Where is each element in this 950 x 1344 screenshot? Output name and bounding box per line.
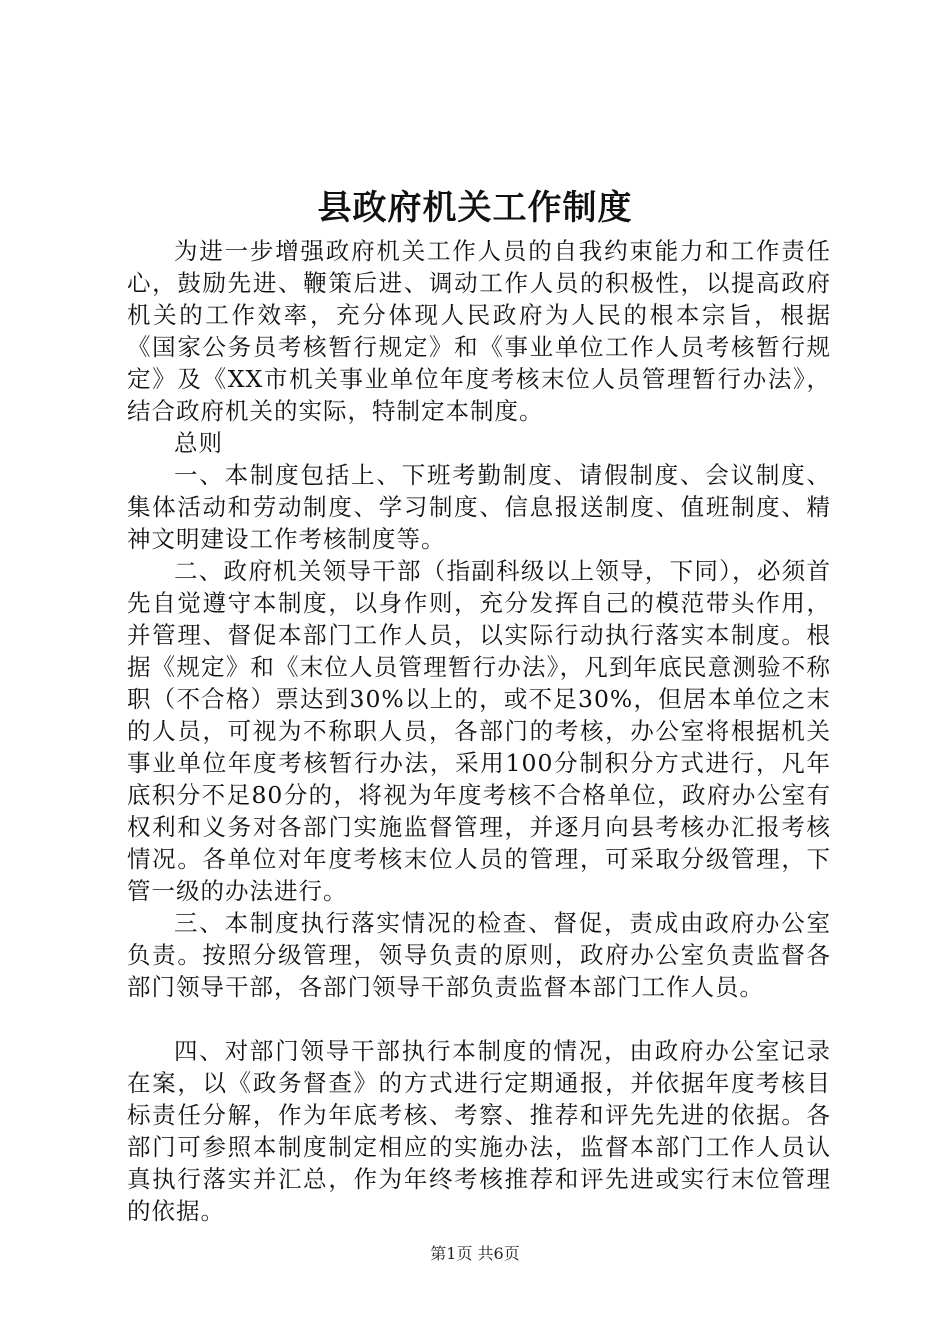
article-2-paragraph: 二、政府机关领导干部（指副科级以上领导，下同），必须首先自觉遵守本制度，以身作则，充分发挥自己的模范带头作用，并管理、督促本部门工作人员，以实际行动执行落实本制度。根据《规定》和《末位人员管理暂行办法》，凡到年底民意测验不称职（不合格）票达到30%以上的，或不足30%，但居本单位之末的人员，可视为不称职人员，各部门的考核，办公室将根据机关事业单位年度考核暂行办法，采用100分制积分方式进行，凡年底积分不足80分的，将视为年度考核不合格单位，政府办公室有权利和义务对各部门实施监督管理，并逐月向县考核办汇报考核情况。各单位对年度考核末位人员的管理，可采取分级管理，下管一级的办法进行。 — [127, 557, 831, 905]
intro-paragraph: 为进一步增强政府机关工作人员的自我约束能力和工作责任心，鼓励先进、鞭策后进、调动工作人员的积极性，以提高政府机关的工作效率，充分体现人民政府为人民的根本宗旨，根据《国家公务员考核暂行规定》和《事业单位工作人员考核暂行规定》及《XX市机关事业单位年度考核末位人员管理暂行办法》，结合政府机关的实际，特制定本制度。 — [127, 237, 831, 425]
section-heading-general: 总则 — [174, 429, 223, 457]
article-1-paragraph: 一、本制度包括上、下班考勤制度、请假制度、会议制度、集体活动和劳动制度、学习制度、信息报送制度、值班制度、精神文明建设工作考核制度等。 — [127, 461, 831, 553]
page-title: 县政府机关工作制度 — [317, 188, 633, 228]
document-body — [127, 235, 831, 1227]
article-4-paragraph: 四、对部门领导干部执行本制度的情况，由政府办公室记录在案，以《政务督查》的方式进行定期通报，并依据年度考核目标责任分解，作为年底考核、考察、推荐和评先先进的依据。各部门可参照本制度制定相应的实施办法，监督本部门工作人员认真执行落实并汇总，作为年终考核推荐和评先进或实行末位管理的依据。 — [127, 1037, 831, 1225]
article-3-paragraph: 三、本制度执行落实情况的检查、督促，责成由政府办公室负责。按照分级管理，领导负责的原则，政府办公室负责监督各部门领导干部，各部门领导干部负责监督本部门工作人员。 — [127, 909, 831, 1001]
page-footer: 第1页 共6页 — [430, 1244, 520, 1263]
